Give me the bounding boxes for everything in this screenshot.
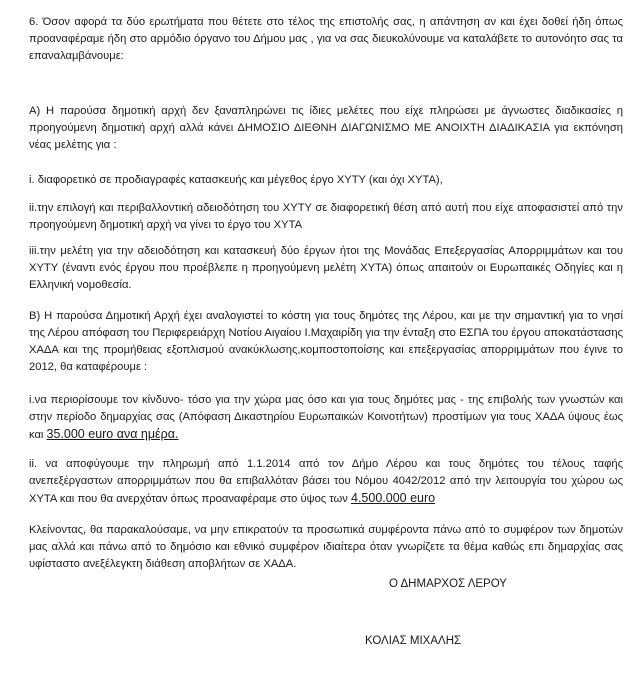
item-a-i-text: i. διαφορετικό σε προδιαγραφές κατασκευής και μέγεθος έργο ΧΥΤΥ (και όχι ΧΥΤΑ), [29,174,443,186]
item-a-iii [29,243,623,294]
signature-title: Ο ΔΗΜΑΡΧΟΣ ΛΕΡΟΥ [389,578,507,590]
paragraph-6 [29,14,623,65]
item-b-i-text: i.να περιορίσουμε τον κίνδυνο- τόσο για την χώρα μας όσο και για τους δημότες μας - της επιβολής των γνωστών και στην περίοδο δημαρχίας σας (Απόφαση Δικαστηρίου Ευρωπαικών Κοινοτήτων) προστίμων για τους ΧΑΔΑ ύψους έως και [29,394,623,441]
item-a-iii-text: iii.την μελέτη για την αδειοδότηση και κατασκευή δύο έργων ήτοι της Μονάδας Επεξεργασίας Απορριμμάτων και του ΧΥΤΥ (έναντι ενός έργου που προέβλεπε η προηγούμενη μελέτη ΧΥΤΑ) όπως απαιτούν οι Ευρωπαικές Οδηγίες και η Ελληνική νομοθεσία. [29,245,623,291]
item-b-ii-text: ii. να αποφύγουμε την πληρωμή από 1.1.2014 από τον Δήμο Λέρου και τους δημότες του τέλους ταφής ανεπεξέργαστων απορριμμάτων που θα επιβαλλόταν βάσει του Νόμου 4042/2012 από την λειτουργία του χώρου ως ΧΥΤΑ και που θα ανερχόταν όπως προαναφέραμε στο ύψος των [29,458,623,505]
paragraph-a [29,103,623,154]
paragraph-b [29,308,623,376]
item-b-i-amount: 35.000 euro ανα ημέρα. [46,427,179,441]
closing-paragraph [29,522,623,573]
closing-text: Κλείνοντας, θα παρακαλούσαμε, να μην επικρατούν τα προσωπικά συμφέροντα πάνω από το συμφέρον των δημοτών μας αλλά και πάνω από το δημόσιο και εθνικό συμφέρον ιδιαίτερα όταν γνωρίζετε τα θέμα καθώς επι δημαρχίας σας υφίσταστο ανεξέλεγκτη διάθεση αποβλήτων σε ΧΑΔΑ. [29,524,623,570]
item-a-ii-text: ii.την επιλογή και περιβαλλοντική αδειοδότηση του ΧΥΤΥ σε διαφορετική θέση από αυτή που είχε αποφασιστεί από την προηγούμενη δημοτική αρχή να γίνει το έργο του ΧΥΤΑ [29,202,623,231]
paragraph-6-text: 6. Όσον αφορά τα δύο ερωτήματα που θέτετε στο τέλος της επιστολής σας, η απάντηση αν και έχει δοθεί ήδη όπως προαναφέραμε ήδη στο αρμόδιο όργανο του Δήμου μας , για να σας διευκολύνουμε να καταλάβετε το αυτονόητο σας τα επαναλαμβάνουμε: [29,16,623,62]
signature-name: ΚΟΛΙΑΣ ΜΙΧΑΛΗΣ [365,635,462,647]
item-b-ii [29,456,623,508]
item-b-i [29,392,623,444]
item-b-ii-amount: 4.500.000 euro [351,491,436,505]
paragraph-b-text: B) Η παρούσα Δημοτική Αρχή έχει αναλογιστεί το κόστη για τους δημότες της Λέρου, και με την σημαντική για το νησί της Λέρου απόφαση του Περιφερειάρχη Νοτίου Αιγαίου Ι.Μαχαιρίδη για την ένταξη στο ΕΣΠΑ του έργου αποκατάστασης ΧΑΔΑ και της προμήθειας εξοπλισμού ανακύκλωσης,κομποστοποίσης και επεξεργασίας απορριμμάτων που έγινε το 2012, θα καταφέρουμε : [29,310,623,373]
item-a-ii [29,200,623,234]
item-a-i [29,172,623,189]
paragraph-a-text: A) Η παρούσα δημοτική αρχή δεν ξαναπληρώνει τις ίδιες μελέτες που είχε πληρώσει με άγνωστες διαδικασίες η προηγούμενη δημοτική αρχή αλλά κάνει ΔΗΜΟΣΙΟ ΔΙΕΘΝΗ ΔΙΑΓΩΝΙΣΜΟ ΜΕ ΑΝΟΙΧΤΗ ΔΙΑΔΙΚΑΣΙΑ για εκπόνηση νέας μελέτης για : [29,105,623,151]
